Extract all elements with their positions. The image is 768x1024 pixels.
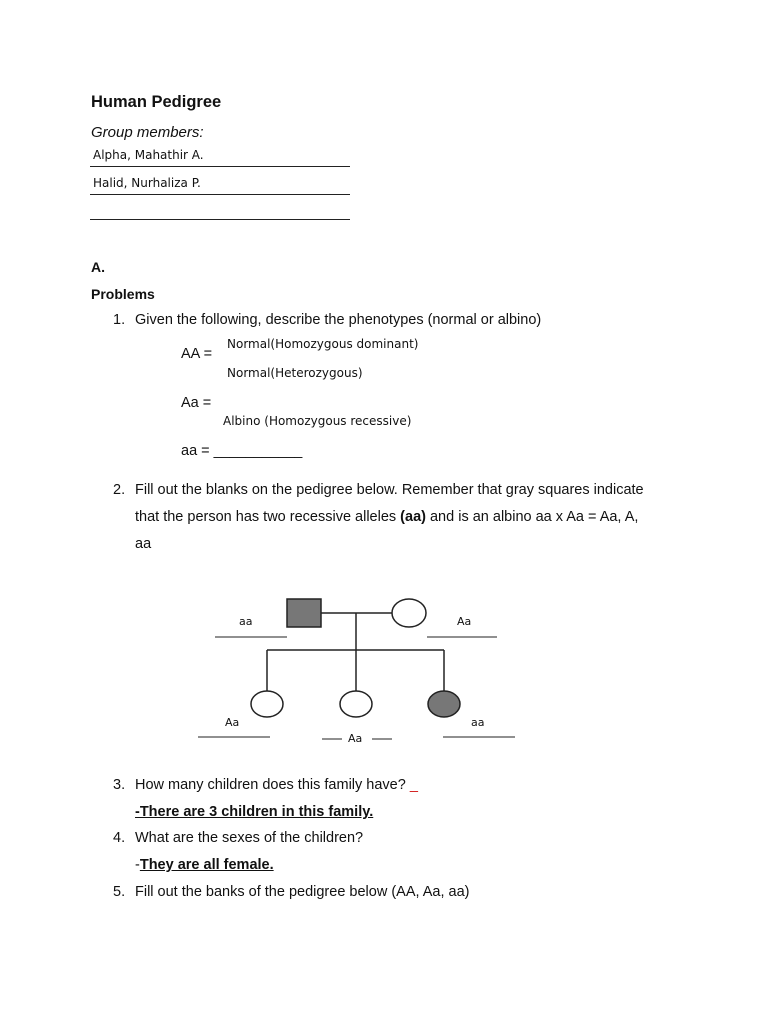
q4-answer-prefix: - [135, 857, 140, 873]
q5-number: 5. [113, 884, 126, 900]
q5-text: Fill out the banks of the pedigree below (AA, Aa, aa) [135, 884, 470, 900]
group-member-2: Halid, Nurhaliza P. [93, 176, 201, 190]
q2-line2 [135, 509, 638, 525]
q1-recessive-label: aa = ___________ [181, 443, 303, 459]
father-genotype: aa [239, 615, 253, 628]
q1-heterozygous-label: Aa = [181, 395, 212, 411]
child-2-circle [340, 691, 372, 717]
q3-marker: _ [409, 777, 418, 793]
q1-aa-dominant-answer: Normal(Homozygous dominant) [227, 337, 419, 351]
q1-text: Given the following, describe the phenotypes (normal or albino) [135, 312, 542, 328]
member-line-2 [90, 194, 350, 195]
q2-line2-bold: (aa) [400, 509, 426, 525]
q2-line2-a: that the person has two recessive alleles [135, 509, 401, 525]
section-heading: Problems [91, 286, 155, 302]
child-1-genotype: Aa [225, 716, 240, 729]
q4-text: What are the sexes of the children? [135, 830, 364, 846]
member-line-1 [90, 166, 350, 167]
child-3-genotype: aa [471, 716, 485, 729]
group-members-label: Group members: [91, 124, 204, 141]
child-1-circle [251, 691, 283, 717]
mother-circle [392, 599, 426, 627]
group-member-1: Alpha, Mahathir A. [93, 148, 204, 162]
q1-aa-dominant-label: AA = [181, 346, 213, 362]
q4-answer: They are all female. [139, 857, 274, 873]
child-2-genotype: Aa [348, 732, 363, 745]
page-title: Human Pedigree [91, 93, 222, 111]
q4-answer-line [135, 857, 274, 873]
section-letter: A. [91, 259, 105, 275]
q2-number: 2. [113, 482, 126, 498]
q1-heterozygous-answer: Normal(Heterozygous) [227, 366, 363, 380]
q4-number: 4. [113, 830, 126, 846]
q2-line1: Fill out the blanks on the pedigree below. Remember that gray squares indicate [135, 482, 644, 498]
pedigree-diagram [190, 590, 530, 760]
q1-number: 1. [113, 312, 126, 328]
father-square [287, 599, 321, 627]
mother-genotype: Aa [457, 615, 472, 628]
child-3-circle [428, 691, 460, 717]
q3-answer: -There are 3 children in this family. [135, 804, 374, 820]
q3-text [135, 777, 418, 793]
q3-question: How many children does this family have? [135, 777, 406, 793]
member-line-3 [90, 219, 350, 220]
q2-line2-b: and is an albino aa x Aa = Aa, A, [425, 509, 639, 525]
q3-number: 3. [113, 777, 126, 793]
q1-recessive-answer: Albino (Homozygous recessive) [223, 414, 412, 428]
q2-line3: aa [135, 536, 152, 552]
